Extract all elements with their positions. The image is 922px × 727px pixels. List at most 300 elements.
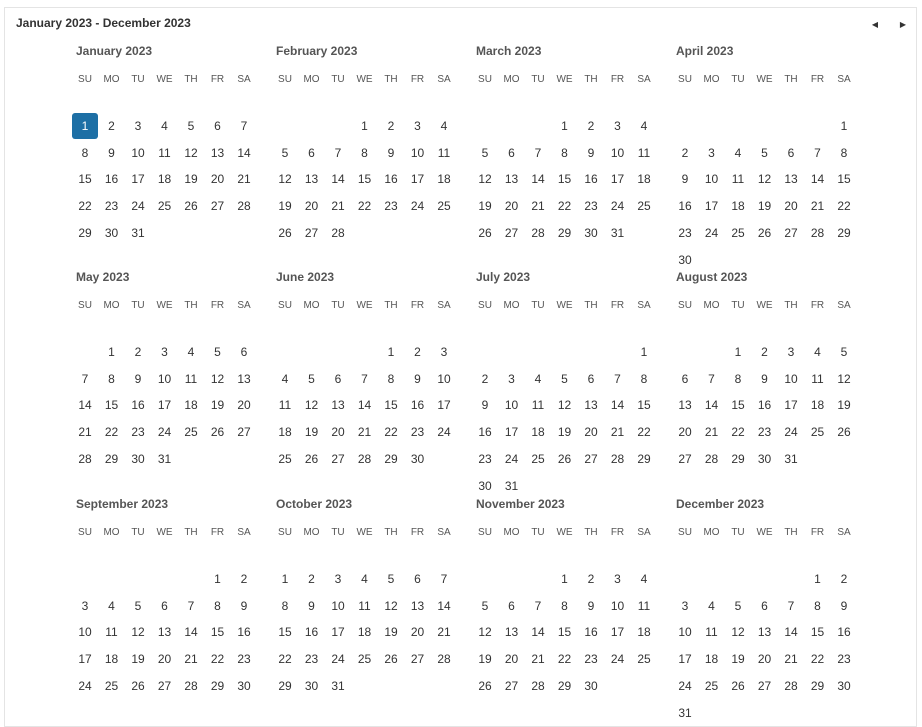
day-cell[interactable]: 5 (481, 145, 489, 160)
day-cell[interactable]: 22 (837, 199, 851, 214)
day-cell[interactable]: 16 (584, 172, 598, 187)
day-cell[interactable]: 24 (331, 652, 345, 667)
day-cell[interactable]: 6 (214, 119, 221, 133)
day-cell[interactable]: 31 (131, 225, 145, 240)
day-cell[interactable]: 2 (308, 572, 315, 586)
day-cell[interactable]: 5 (281, 145, 289, 160)
day-cell[interactable]: 9 (387, 145, 395, 160)
day-cell[interactable]: 1 (387, 345, 395, 359)
day-cell[interactable]: 18 (357, 625, 372, 640)
day-cell[interactable]: 25 (104, 678, 119, 693)
day-cell[interactable]: 20 (504, 199, 519, 214)
day-cell[interactable]: 15 (210, 625, 225, 640)
day-cell[interactable]: 26 (131, 678, 145, 693)
day-cell[interactable]: 3 (414, 119, 421, 133)
day-cell[interactable]: 2 (134, 345, 142, 359)
day-cell[interactable]: 23 (384, 199, 398, 214)
day-cell[interactable]: 8 (561, 598, 568, 613)
day-cell[interactable]: 5 (308, 371, 315, 386)
day-cell[interactable]: 11 (158, 145, 171, 160)
day-cell[interactable]: 19 (478, 652, 492, 667)
day-cell[interactable]: 5 (734, 598, 742, 613)
day-cell[interactable]: 6 (508, 145, 515, 160)
day-cell[interactable]: 19 (478, 199, 492, 214)
day-cell[interactable]: 15 (731, 398, 745, 413)
day-cell[interactable]: 24 (504, 451, 519, 466)
day-cell[interactable]: 1 (108, 345, 115, 359)
day-cell[interactable]: 16 (837, 625, 851, 640)
day-cell[interactable]: 14 (531, 172, 545, 187)
day-cell[interactable]: 26 (278, 225, 292, 240)
day-cell[interactable]: 9 (134, 371, 142, 386)
day-cell[interactable]: 5 (134, 598, 142, 613)
day-cell[interactable]: 2 (414, 345, 421, 359)
day-cell[interactable]: 8 (361, 145, 368, 160)
day-cell[interactable]: 26 (478, 225, 492, 240)
day-cell[interactable]: 7 (787, 598, 795, 613)
day-cell[interactable]: 19 (731, 652, 745, 667)
day-cell[interactable]: 16 (237, 625, 251, 640)
day-cell[interactable]: 9 (108, 145, 115, 160)
day-cell[interactable]: 1 (361, 119, 368, 133)
day-cell[interactable]: 8 (640, 371, 648, 386)
day-cell[interactable]: 8 (108, 371, 115, 386)
day-cell[interactable]: 22 (557, 652, 572, 667)
day-cell[interactable]: 24 (704, 225, 719, 240)
day-cell[interactable]: 8 (814, 598, 821, 613)
day-cell[interactable]: 21 (78, 425, 92, 440)
day-cell[interactable]: 30 (757, 451, 772, 466)
day-cell[interactable]: 18 (104, 652, 119, 667)
day-cell[interactable]: 30 (237, 678, 251, 693)
day-cell-selected[interactable]: 1 (72, 113, 98, 139)
day-cell[interactable]: 18 (810, 398, 825, 413)
day-cell[interactable]: 24 (610, 652, 625, 667)
day-cell[interactable]: 1 (561, 119, 568, 133)
day-cell[interactable]: 11 (811, 371, 824, 386)
day-cell[interactable]: 4 (708, 598, 715, 613)
day-cell[interactable]: 7 (187, 598, 195, 613)
day-cell[interactable]: 13 (210, 145, 225, 160)
day-cell[interactable]: 14 (704, 398, 719, 413)
day-cell[interactable]: 12 (557, 398, 572, 413)
day-cell[interactable]: 27 (504, 678, 519, 693)
day-cell[interactable]: 1 (840, 119, 848, 133)
day-cell[interactable]: 12 (384, 598, 398, 613)
day-cell[interactable]: 16 (757, 398, 772, 413)
day-cell[interactable]: 22 (357, 199, 372, 214)
day-cell[interactable]: 6 (334, 371, 342, 386)
day-cell[interactable]: 4 (108, 598, 115, 613)
day-cell[interactable]: 23 (131, 425, 145, 440)
day-cell[interactable]: 9 (587, 598, 595, 613)
day-cell[interactable]: 17 (410, 172, 425, 187)
day-cell[interactable]: 6 (161, 598, 168, 613)
day-cell[interactable]: 12 (731, 625, 745, 640)
day-cell[interactable]: 31 (157, 451, 172, 466)
day-cell[interactable]: 6 (240, 345, 248, 359)
day-cell[interactable]: 10 (410, 145, 425, 160)
day-cell[interactable]: 17 (157, 398, 172, 413)
day-cell[interactable]: 20 (304, 199, 319, 214)
day-cell[interactable]: 25 (278, 451, 292, 466)
day-cell[interactable]: 29 (78, 225, 92, 240)
day-cell[interactable]: 11 (531, 398, 545, 413)
day-cell[interactable]: 16 (104, 172, 119, 187)
day-cell[interactable]: 19 (837, 398, 851, 413)
day-cell[interactable]: 19 (384, 625, 398, 640)
day-cell[interactable]: 23 (104, 199, 119, 214)
day-cell[interactable]: 24 (131, 199, 145, 214)
day-cell[interactable]: 26 (731, 678, 745, 693)
day-cell[interactable]: 27 (410, 652, 425, 667)
day-cell[interactable]: 21 (357, 425, 372, 440)
day-cell[interactable]: 23 (837, 652, 851, 667)
day-cell[interactable]: 2 (681, 145, 689, 160)
day-cell[interactable]: 4 (187, 345, 195, 359)
day-cell[interactable]: 10 (331, 598, 345, 613)
day-cell[interactable]: 25 (357, 652, 372, 667)
day-cell[interactable]: 19 (184, 172, 198, 187)
day-cell[interactable]: 10 (610, 145, 625, 160)
day-cell[interactable]: 3 (81, 598, 89, 613)
day-cell[interactable]: 23 (757, 425, 772, 440)
day-cell[interactable]: 23 (304, 652, 319, 667)
day-cell[interactable]: 17 (784, 398, 798, 413)
day-cell[interactable]: 13 (757, 625, 772, 640)
day-cell[interactable]: 18 (637, 625, 651, 640)
day-cell[interactable]: 14 (810, 172, 825, 187)
day-cell[interactable]: 6 (681, 371, 689, 386)
day-cell[interactable]: 23 (478, 451, 492, 466)
day-cell[interactable]: 25 (637, 652, 651, 667)
day-cell[interactable]: 15 (810, 625, 825, 640)
day-cell[interactable]: 8 (281, 598, 289, 613)
day-cell[interactable]: 25 (531, 451, 545, 466)
day-cell[interactable]: 19 (278, 199, 292, 214)
day-cell[interactable]: 7 (814, 145, 821, 160)
day-cell[interactable]: 27 (678, 451, 692, 466)
day-cell[interactable]: 11 (637, 145, 651, 160)
day-cell[interactable]: 23 (584, 199, 598, 214)
day-cell[interactable]: 13 (504, 625, 519, 640)
day-cell[interactable]: 18 (184, 398, 198, 413)
day-cell[interactable]: 29 (104, 451, 119, 466)
day-cell[interactable]: 23 (237, 652, 251, 667)
day-cell[interactable]: 28 (531, 678, 545, 693)
day-cell[interactable]: 15 (278, 625, 292, 640)
day-cell[interactable]: 27 (584, 451, 598, 466)
day-cell[interactable]: 5 (187, 119, 195, 133)
day-cell[interactable]: 2 (587, 119, 595, 133)
day-cell[interactable]: 16 (478, 425, 492, 440)
day-cell[interactable]: 12 (131, 625, 145, 640)
day-cell[interactable]: 20 (210, 172, 225, 187)
day-cell[interactable]: 22 (78, 199, 92, 214)
day-cell[interactable]: 7 (614, 371, 621, 386)
day-cell[interactable]: 20 (504, 652, 519, 667)
day-cell[interactable]: 6 (414, 572, 421, 586)
day-cell[interactable]: 26 (384, 652, 398, 667)
day-cell[interactable]: 29 (557, 225, 572, 240)
day-cell[interactable]: 24 (437, 425, 451, 440)
day-cell[interactable]: 13 (331, 398, 345, 413)
day-cell[interactable]: 28 (784, 678, 798, 693)
day-cell[interactable]: 29 (384, 451, 398, 466)
day-cell[interactable]: 26 (757, 225, 772, 240)
day-cell[interactable]: 9 (240, 598, 248, 613)
day-cell[interactable]: 2 (587, 572, 595, 586)
day-cell[interactable]: 20 (331, 425, 345, 440)
day-cell[interactable]: 27 (304, 225, 319, 240)
day-cell[interactable]: 11 (358, 598, 371, 613)
day-cell[interactable]: 3 (508, 371, 515, 386)
day-cell[interactable]: 31 (331, 678, 345, 693)
day-cell[interactable]: 2 (840, 572, 848, 586)
day-cell[interactable]: 20 (584, 425, 598, 440)
caret-left-icon[interactable]: ◀ (871, 19, 879, 29)
day-cell[interactable]: 25 (731, 225, 745, 240)
day-cell[interactable]: 23 (584, 652, 598, 667)
day-cell[interactable]: 30 (584, 678, 598, 693)
day-cell[interactable]: 9 (308, 598, 315, 613)
day-cell[interactable]: 17 (78, 652, 92, 667)
day-cell[interactable]: 7 (361, 371, 368, 386)
day-cell[interactable]: 25 (437, 199, 451, 214)
day-cell[interactable]: 29 (557, 678, 572, 693)
day-cell[interactable]: 22 (104, 425, 119, 440)
day-cell[interactable]: 9 (840, 598, 848, 613)
day-cell[interactable]: 17 (610, 172, 625, 187)
day-cell[interactable]: 21 (531, 652, 545, 667)
day-cell[interactable]: 10 (157, 371, 172, 386)
day-cell[interactable]: 15 (78, 172, 92, 187)
day-cell[interactable]: 10 (610, 598, 625, 613)
day-cell[interactable]: 10 (504, 398, 519, 413)
day-cell[interactable]: 19 (210, 398, 225, 413)
day-cell[interactable]: 1 (640, 345, 648, 359)
day-cell[interactable]: 21 (784, 652, 798, 667)
day-cell[interactable]: 26 (210, 425, 225, 440)
day-cell[interactable]: 16 (304, 625, 319, 640)
day-cell[interactable]: 7 (334, 145, 342, 160)
day-cell[interactable]: 21 (810, 199, 825, 214)
day-cell[interactable]: 7 (534, 598, 542, 613)
day-cell[interactable]: 25 (637, 199, 651, 214)
day-cell[interactable]: 11 (705, 625, 718, 640)
day-cell[interactable]: 27 (157, 678, 172, 693)
day-cell[interactable]: 6 (761, 598, 768, 613)
day-cell[interactable]: 8 (214, 598, 221, 613)
day-cell[interactable]: 13 (410, 598, 425, 613)
day-cell[interactable]: 11 (105, 625, 118, 640)
day-cell[interactable]: 22 (731, 425, 745, 440)
day-cell[interactable]: 28 (531, 225, 545, 240)
day-cell[interactable]: 12 (478, 172, 492, 187)
day-cell[interactable]: 20 (237, 398, 251, 413)
day-cell[interactable]: 7 (534, 145, 542, 160)
day-cell[interactable]: 19 (131, 652, 145, 667)
day-cell[interactable]: 12 (184, 145, 198, 160)
day-cell[interactable]: 12 (757, 172, 772, 187)
day-cell[interactable]: 17 (678, 652, 692, 667)
day-cell[interactable]: 28 (78, 451, 92, 466)
day-cell[interactable]: 4 (440, 119, 448, 133)
day-cell[interactable]: 5 (561, 371, 568, 386)
day-cell[interactable]: 11 (731, 172, 745, 187)
day-cell[interactable]: 9 (761, 371, 768, 386)
day-cell[interactable]: 3 (614, 572, 621, 586)
day-cell[interactable]: 24 (678, 678, 692, 693)
day-cell[interactable]: 6 (587, 371, 595, 386)
day-cell[interactable]: 22 (210, 652, 225, 667)
day-cell[interactable]: 29 (278, 678, 292, 693)
day-cell[interactable]: 24 (78, 678, 92, 693)
day-cell[interactable]: 30 (131, 451, 145, 466)
caret-right-icon[interactable]: ▶ (899, 19, 907, 29)
day-cell[interactable]: 15 (384, 398, 398, 413)
day-cell[interactable]: 3 (614, 119, 621, 133)
day-cell[interactable]: 12 (304, 398, 319, 413)
day-cell[interactable]: 13 (504, 172, 519, 187)
day-cell[interactable]: 3 (708, 145, 715, 160)
day-cell[interactable]: 22 (278, 652, 292, 667)
day-cell[interactable]: 28 (237, 199, 251, 214)
day-cell[interactable]: 15 (104, 398, 119, 413)
day-cell[interactable]: 28 (810, 225, 825, 240)
day-cell[interactable]: 11 (437, 145, 451, 160)
day-cell[interactable]: 4 (640, 119, 648, 133)
day-cell[interactable]: 21 (531, 199, 545, 214)
day-cell[interactable]: 19 (557, 425, 572, 440)
day-cell[interactable]: 30 (837, 678, 851, 693)
day-cell[interactable]: 14 (184, 625, 198, 640)
day-cell[interactable]: 16 (584, 625, 598, 640)
day-cell[interactable]: 12 (210, 371, 225, 386)
day-cell[interactable]: 16 (384, 172, 398, 187)
day-cell[interactable]: 14 (331, 172, 345, 187)
day-cell[interactable]: 26 (557, 451, 572, 466)
day-cell[interactable]: 14 (78, 398, 92, 413)
day-cell[interactable]: 13 (304, 172, 319, 187)
day-cell[interactable]: 28 (610, 451, 625, 466)
day-cell[interactable]: 27 (504, 225, 519, 240)
day-cell[interactable]: 1 (281, 572, 289, 586)
day-cell[interactable]: 10 (131, 145, 145, 160)
day-cell[interactable]: 5 (840, 345, 848, 359)
day-cell[interactable]: 19 (757, 199, 772, 214)
day-cell[interactable]: 4 (640, 572, 648, 586)
day-cell[interactable]: 17 (704, 199, 719, 214)
day-cell[interactable]: 4 (814, 345, 821, 359)
day-cell[interactable]: 4 (281, 371, 289, 386)
day-cell[interactable]: 25 (810, 425, 825, 440)
day-cell[interactable]: 28 (184, 678, 198, 693)
day-cell[interactable]: 9 (481, 398, 489, 413)
day-cell[interactable]: 6 (787, 145, 795, 160)
day-cell[interactable]: 23 (410, 425, 425, 440)
day-cell[interactable]: 6 (308, 145, 315, 160)
day-cell[interactable]: 10 (704, 172, 719, 187)
day-cell[interactable]: 8 (561, 145, 568, 160)
day-cell[interactable]: 21 (610, 425, 625, 440)
day-cell[interactable]: 2 (240, 572, 248, 586)
day-cell[interactable]: 5 (761, 145, 768, 160)
day-cell[interactable]: 3 (134, 119, 142, 133)
day-cell[interactable]: 29 (810, 678, 825, 693)
day-cell[interactable]: 13 (678, 398, 692, 413)
day-cell[interactable]: 27 (237, 425, 251, 440)
day-cell[interactable]: 3 (334, 572, 342, 586)
day-cell[interactable]: 29 (837, 225, 851, 240)
day-cell[interactable]: 26 (478, 678, 492, 693)
day-cell[interactable]: 15 (637, 398, 651, 413)
day-cell[interactable]: 26 (304, 451, 319, 466)
day-cell[interactable]: 23 (678, 225, 692, 240)
day-cell[interactable]: 28 (437, 652, 451, 667)
day-cell[interactable]: 17 (131, 172, 145, 187)
day-cell[interactable]: 25 (704, 678, 719, 693)
day-cell[interactable]: 13 (584, 398, 598, 413)
day-cell[interactable]: 27 (757, 678, 772, 693)
day-cell[interactable]: 6 (508, 598, 515, 613)
day-cell[interactable]: 3 (440, 345, 448, 359)
day-cell[interactable]: 30 (478, 478, 492, 493)
day-cell[interactable]: 18 (531, 425, 545, 440)
day-cell[interactable]: 28 (357, 451, 372, 466)
day-cell[interactable]: 16 (131, 398, 145, 413)
day-cell[interactable]: 3 (681, 598, 689, 613)
day-cell[interactable]: 14 (357, 398, 372, 413)
day-cell[interactable]: 2 (761, 345, 768, 359)
day-cell[interactable]: 15 (557, 625, 572, 640)
day-cell[interactable]: 18 (704, 652, 719, 667)
day-cell[interactable]: 30 (104, 225, 119, 240)
day-cell[interactable]: 3 (161, 345, 168, 359)
day-cell[interactable]: 4 (161, 119, 168, 133)
day-cell[interactable]: 22 (557, 199, 572, 214)
day-cell[interactable]: 17 (437, 398, 451, 413)
day-cell[interactable]: 18 (437, 172, 451, 187)
day-cell[interactable]: 12 (478, 625, 492, 640)
day-cell[interactable]: 18 (731, 199, 745, 214)
day-cell[interactable]: 15 (557, 172, 572, 187)
day-cell[interactable]: 31 (678, 705, 692, 720)
day-cell[interactable]: 25 (157, 199, 172, 214)
day-cell[interactable]: 30 (584, 225, 598, 240)
day-cell[interactable]: 7 (708, 371, 715, 386)
day-cell[interactable]: 22 (810, 652, 825, 667)
day-cell[interactable]: 18 (278, 425, 292, 440)
day-cell[interactable]: 20 (410, 625, 425, 640)
day-cell[interactable]: 2 (387, 119, 395, 133)
day-cell[interactable]: 8 (81, 145, 89, 160)
day-cell[interactable]: 29 (637, 451, 651, 466)
day-cell[interactable]: 3 (787, 345, 795, 359)
day-cell[interactable]: 22 (384, 425, 398, 440)
day-cell[interactable]: 29 (731, 451, 745, 466)
day-cell[interactable]: 13 (784, 172, 798, 187)
day-cell[interactable]: 22 (637, 425, 651, 440)
day-cell[interactable]: 10 (78, 625, 92, 640)
day-cell[interactable]: 17 (331, 625, 345, 640)
day-cell[interactable]: 5 (481, 598, 489, 613)
day-cell[interactable]: 31 (504, 478, 519, 493)
day-cell[interactable]: 9 (414, 371, 421, 386)
day-cell[interactable]: 9 (681, 172, 689, 187)
day-cell[interactable]: 1 (814, 572, 821, 586)
day-cell[interactable]: 30 (410, 451, 425, 466)
